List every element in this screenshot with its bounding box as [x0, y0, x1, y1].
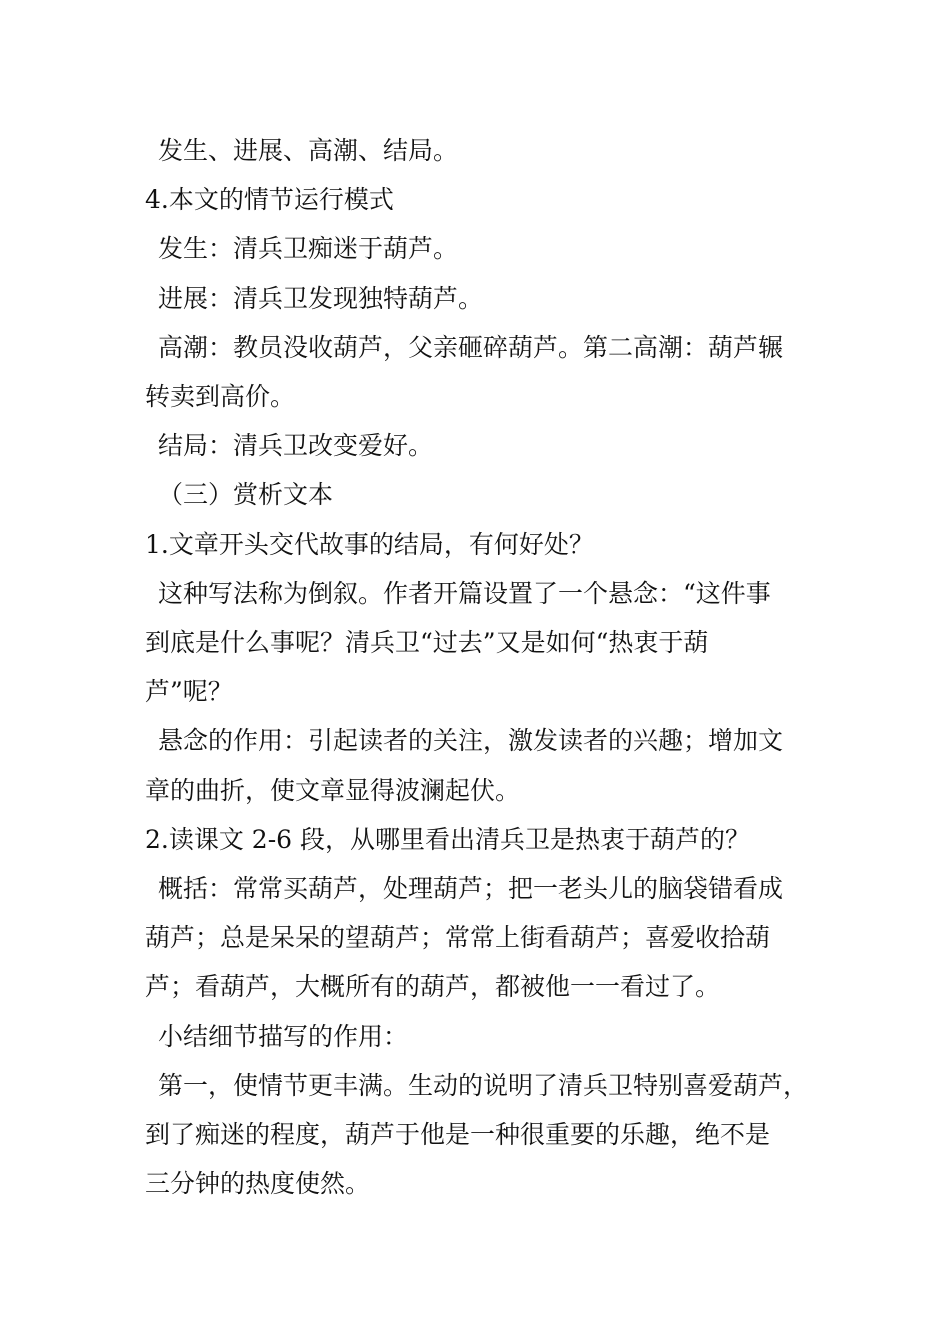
- section-heading: （三）赏析文本: [158, 480, 334, 510]
- question-heading: 1.文章开头交代故事的结局，有何好处？: [145, 529, 594, 559]
- text-line: 结局：清兵卫改变爱好。: [158, 431, 434, 461]
- text-line: 到底是什么事呢？清兵卫“过去”又是如何“热衷于葫: [145, 628, 709, 658]
- text-line: 概括：常常买葫芦，处理葫芦；把一老头儿的脑袋错看成: [158, 874, 784, 904]
- text-line: 章的曲折，使文章显得波澜起伏。: [145, 775, 521, 805]
- text-line: 发生：清兵卫痴迷于葫芦。: [158, 234, 459, 264]
- text-line: 到了痴迷的程度，葫芦于他是一种很重要的乐趣，绝不是: [145, 1120, 771, 1150]
- text-line: 芦”呢？: [145, 677, 233, 707]
- question-heading: 2.读课文 2-6 段，从哪里看出清兵卫是热衷于葫芦的？: [145, 824, 751, 854]
- text-line: 悬念的作用：引起读者的关注，激发读者的兴趣；增加文: [158, 726, 784, 756]
- text-line: 转卖到高价。: [145, 382, 296, 412]
- text-line: 这种写法称为倒叙。作者开篇设置了一个悬念：“这件事: [158, 578, 771, 608]
- document-page: [145, 126, 825, 1208]
- text-line: 第一，使情节更丰满。生动的说明了清兵卫特别喜爱葫芦，: [158, 1070, 809, 1100]
- text-line: 发生、进展、高潮、结局。: [158, 136, 459, 165]
- text-line: 小结细节描写的作用：: [158, 1021, 409, 1051]
- section-heading: 4.本文的情节运行模式: [145, 185, 394, 215]
- text-line: 三分钟的热度使然。: [145, 1169, 371, 1199]
- text-line: 芦；看葫芦，大概所有的葫芦，都被他一一看过了。: [145, 972, 721, 1002]
- text-line: 进展：清兵卫发现独特葫芦。: [158, 283, 484, 313]
- text-line: 高潮：教员没收葫芦，父亲砸碎葫芦。第二高潮：葫芦辗: [158, 332, 784, 362]
- text-line: 葫芦；总是呆呆的望葫芦；常常上街看葫芦；喜爱收拾葫: [145, 923, 771, 953]
